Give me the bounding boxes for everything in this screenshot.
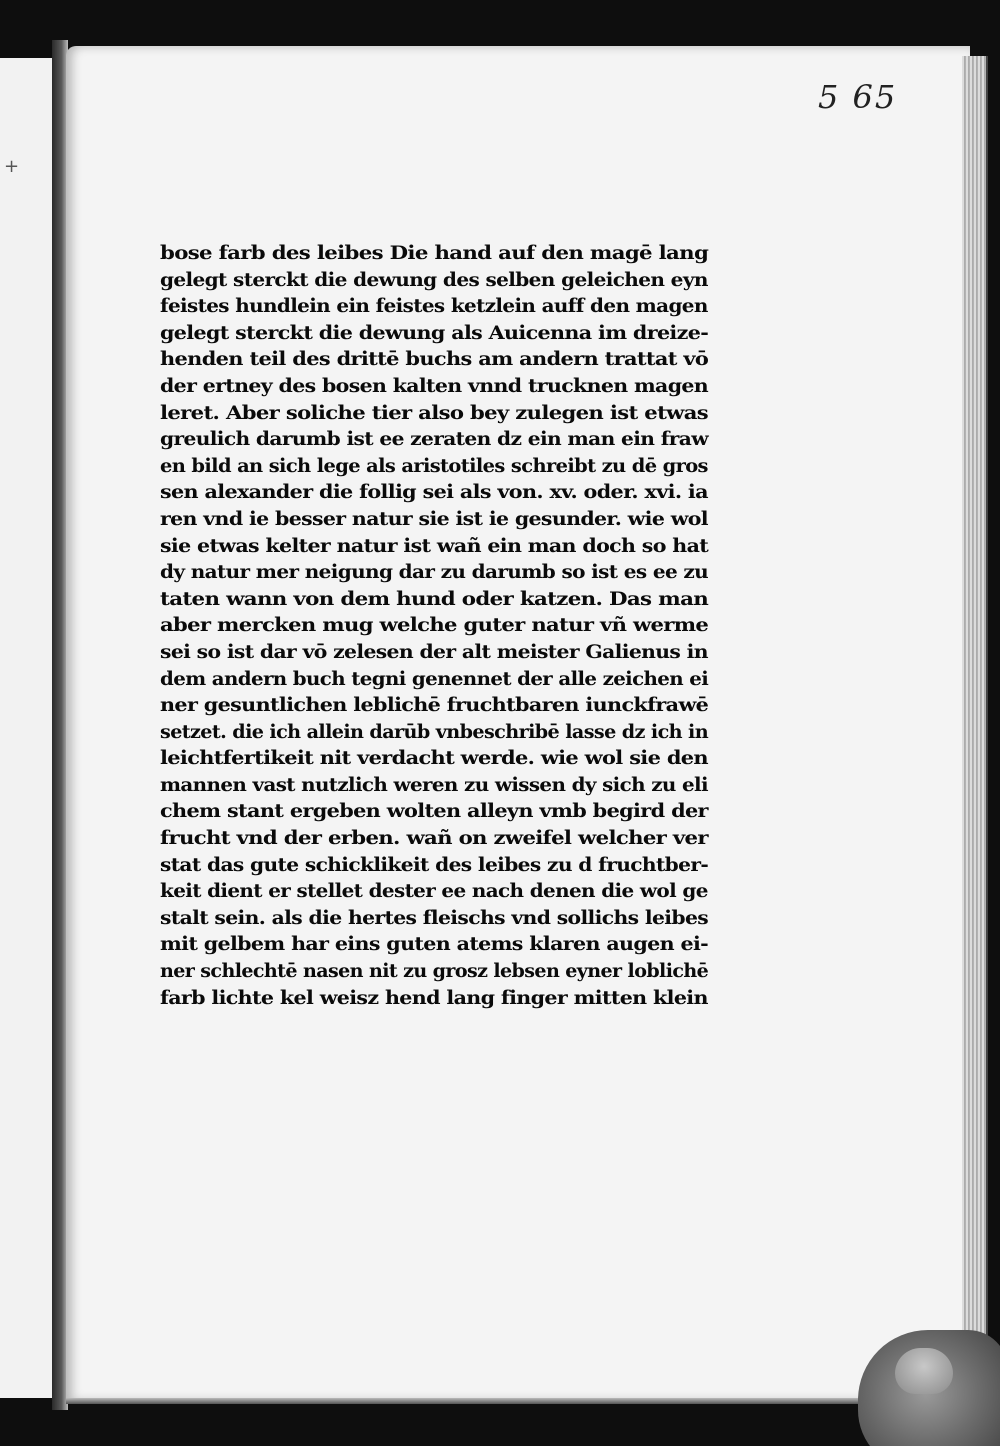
thumb-nail: [895, 1348, 953, 1394]
folio-number: 5 65: [818, 78, 898, 116]
text-line: sie etwas kelter natur ist wañ ein man doch so hat: [160, 534, 709, 557]
text-line: setzet. die ich allein darūb vnbeschribē lasse dz ich in: [160, 720, 709, 743]
text-line: en bild an sich lege als aristotiles schreibt zu dē gros: [160, 454, 708, 477]
text-line: der ertney des bosen kalten vnnd trucknen magen: [160, 374, 709, 397]
text-line: farb lichte kel weisz hend lang finger mitten klein: [160, 986, 708, 1009]
text-line: feistes hundlein ein feistes ketzlein auff den magen: [160, 295, 708, 318]
text-line: sei so ist dar vō zelesen der alt meister Galienus in: [160, 640, 708, 663]
text-line: leichtfertikeit nit verdacht werde. wie wol sie den: [160, 747, 708, 770]
text-line: mannen vast nutzlich weren zu wissen dy sich zu eli: [160, 773, 708, 796]
text-line: ren vnd ie besser natur sie ist ie gesunder. wie wol: [160, 507, 708, 530]
text-line: gelegt sterckt die dewung als Auicenna im dreize-: [160, 321, 709, 344]
text-line: aber mercken mug welche guter natur vñ werme: [160, 614, 709, 637]
text-line: ner gesuntlichen leblichē fruchtbaren iunckfrawē: [160, 694, 709, 717]
text-line: dy natur mer neigung dar zu darumb so ist es ee zu: [160, 561, 709, 584]
text-line: henden teil des drittē buchs am andern trattat vō: [160, 348, 709, 371]
text-line: gelegt sterckt die dewung des selben geleichen eyn: [160, 268, 708, 291]
text-line: sen alexander die follig sei als von. xv. oder. xvi. ia: [160, 481, 708, 504]
text-line: keit dient er stellet dester ee nach denen die wol ge: [160, 880, 708, 903]
text-line: greulich darumb ist ee zeraten dz ein man ein fraw: [160, 428, 708, 451]
text-line: ner schlechtē nasen nit zu grosz lebsen eyner loblichē: [160, 960, 709, 983]
text-line: stalt sein. als die hertes fleischs vnd sollichs leibes: [160, 906, 709, 929]
text-block: [160, 240, 716, 1011]
text-line: frucht vnd der erben. wañ on zweifel welcher ver: [160, 827, 708, 850]
text-line: chem stant ergeben wolten alleyn vmb begird der: [160, 800, 708, 823]
text-line: dem andern buch tegni genennet der alle zeichen ei: [160, 667, 709, 690]
text-line: leret. Aber soliche tier also bey zulegen ist etwas: [160, 401, 709, 424]
previous-page-edge: [0, 58, 54, 1398]
page-edges: [962, 56, 988, 1396]
text-line: mit gelbem har eins guten atems klaren augen ei-: [160, 933, 709, 956]
page-margin-mark: +: [4, 156, 20, 177]
text-line: bose farb des leibes Die hand auf den magē lang: [160, 242, 709, 264]
text-line: taten wann von dem hund oder katzen. Das man: [160, 587, 709, 610]
page-bottom-edge: [66, 1398, 986, 1404]
text-line: stat das gute schicklikeit des leibes zu d fruchtber-: [160, 853, 709, 876]
